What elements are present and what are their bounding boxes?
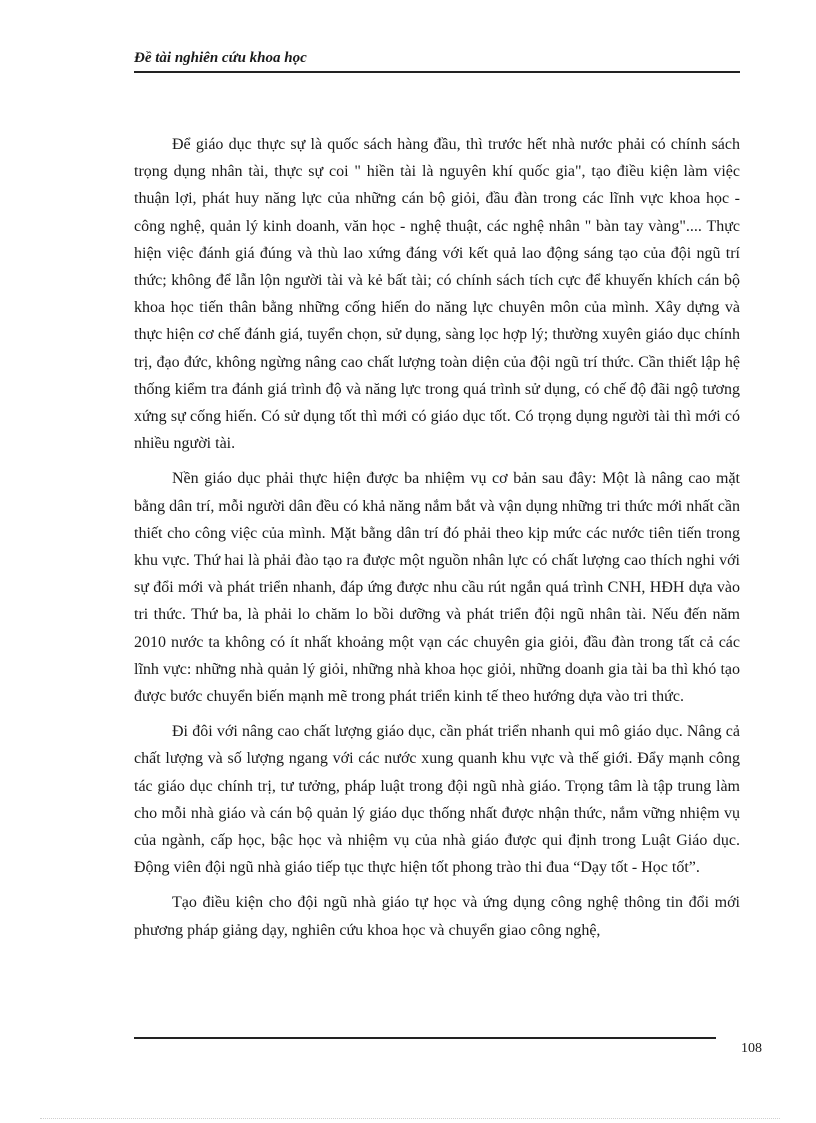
- page-bottom-edge: [40, 1118, 780, 1119]
- paragraph-1: Để giáo dục thực sự là quốc sách hàng đầu, thì trước hết nhà nước phải có chính sách trọng dụng nhân tài, thực sự coi " hiền tài là nguyên khí quốc gia", tạo điều kiện làm việc thuận lợi, phát huy năng lực của những cán bộ giỏi, đầu đàn trong các lĩnh vực khoa học - công nghệ, quản lý kinh doanh, văn học - nghệ thuật, các nghệ nhân " bàn tay vàng".... Thực hiện việc đánh giá đúng và thù lao xứng đáng với kết quả lao động sáng tạo của đội ngũ trí thức; không để lẫn lộn người tài và kẻ bất tài; có chính sách tích cực để khuyến khích cán bộ khoa học tiến thân bằng những cống hiến do năng lực chuyên môn của mình. Xây dựng và thực hiện cơ chế đánh giá, tuyển chọn, sử dụng, sàng lọc hợp lý; thường xuyên giáo dục chính trị, đạo đức, không ngừng nâng cao chất lượng toàn diện của đội ngũ trí thức. Cần thiết lập hệ thống kiểm tra đánh giá trình độ và năng lực trong quá trình sử dụng, có chế độ đãi ngộ tương xứng sự cống hiến. Có sử dụng tốt thì mới có giáo dục tốt. Có trọng dụng người tài thì mới có nhiều người tài.: [134, 136, 740, 453]
- paragraph-4: Tạo điều kiện cho đội ngũ nhà giáo tự học và ứng dụng công nghệ thông tin đổi mới phương pháp giảng dạy, nghiên cứu khoa học và chuyển giao công nghệ,: [134, 894, 740, 939]
- page-header-title: Đề tài nghiên cứu khoa học: [134, 50, 307, 66]
- header-divider: [134, 71, 740, 73]
- paragraph-2: Nền giáo dục phải thực hiện được ba nhiệm vụ cơ bản sau đây: Một là nâng cao mặt bằng dân trí, mỗi người dân đều có khả năng nắm bắt và vận dụng những tri thức mới nhất cần thiết cho công việc của mình. Mặt bằng dân trí đó phải theo kịp mức các nước tiên tiến trong khu vực. Thứ hai là phải đào tạo ra được một nguồn nhân lực có chất lượng cao thích nghi với sự đổi mới và phát triển nhanh, đáp ứng được nhu cầu rút ngắn quá trình CNH, HĐH dựa vào tri thức. Thứ ba, là phải lo chăm lo bồi dưỡng và phát triển đội ngũ nhân tài. Nếu đến năm 2010 nước ta không có ít nhất khoảng một vạn các chuyên gia giỏi, đầu đàn trong tất cả các lĩnh vực: những nhà quản lý giỏi, những nhà khoa học giỏi, những doanh gia tài ba thì khó tạo được bước chuyển biến mạnh mẽ trong phát triển kinh tế theo hướng dựa vào tri thức.: [134, 470, 740, 706]
- footer-divider: [134, 1037, 716, 1039]
- document-body: [134, 131, 740, 952]
- page-number: 108: [741, 1041, 762, 1056]
- paragraph-3: Đi đôi với nâng cao chất lượng giáo dục, cần phát triển nhanh qui mô giáo dục. Nâng cả chất lượng và số lượng ngang với các nước xung quanh khu vực và thế giới. Đẩy mạnh công tác giáo dục chính trị, tư tưởng, pháp luật trong đội ngũ nhà giáo. Trọng tâm là tập trung làm cho mỗi nhà giáo và cán bộ quản lý giáo dục thống nhất được nhận thức, nắm vững nhiệm vụ của ngành, cấp học, bậc học và nhiệm vụ của nhà giáo được qui định trong Luật Giáo dục. Động viên đội ngũ nhà giáo tiếp tục thực hiện tốt phong trào thi đua “Dạy tốt - Học tốt”.: [134, 723, 740, 877]
